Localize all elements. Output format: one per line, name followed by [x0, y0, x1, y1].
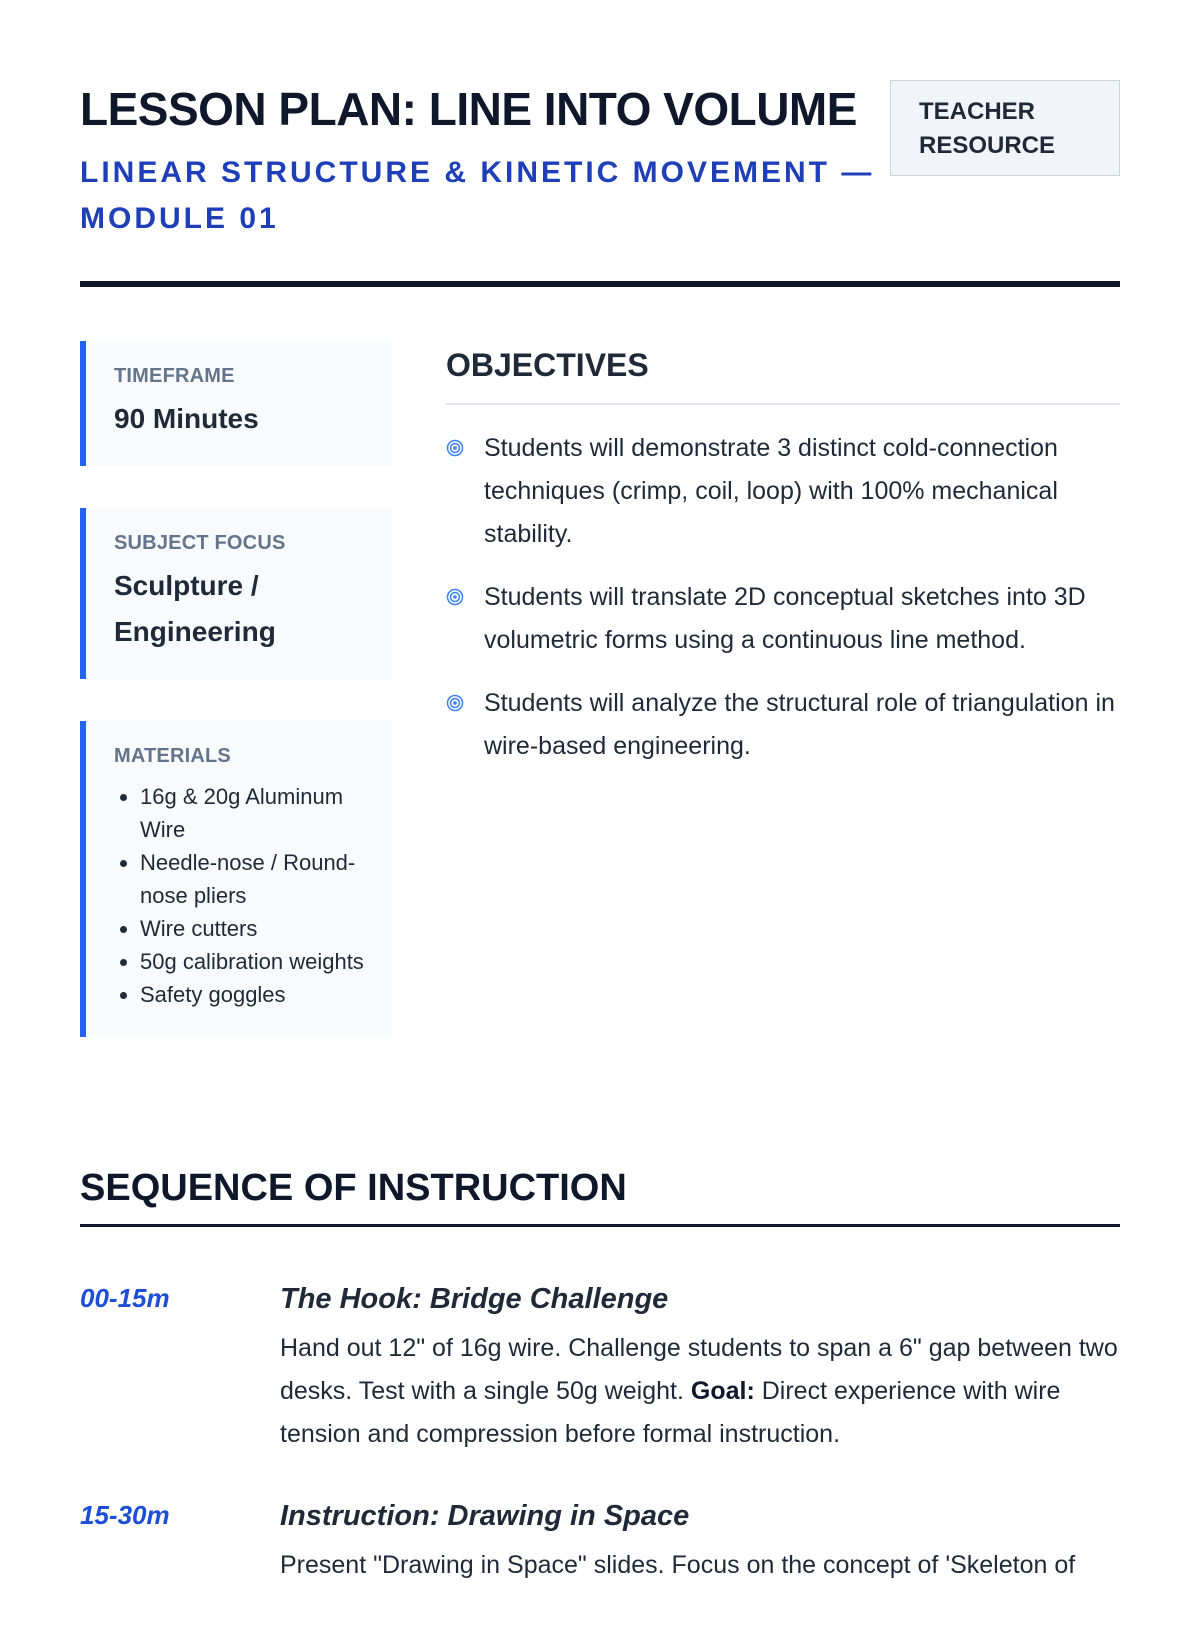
- page-subtitle: LINEAR STRUCTURE & KINETIC MOVEMENT — MODULE 01: [80, 156, 875, 235]
- step-body: [280, 1496, 1120, 1587]
- objective-text: Students will demonstrate 3 distinct cold-connection techniques (crimp, coil, loop) with 100% mechanical stability.: [484, 434, 1058, 548]
- objective-item: [446, 576, 1120, 662]
- sequence-step: [80, 1496, 1120, 1646]
- materials-card: [80, 721, 392, 1037]
- timeframe-label: TIMEFRAME: [114, 365, 235, 387]
- sequence-title: SEQUENCE OF INSTRUCTION: [80, 1167, 627, 1209]
- sidebar: [80, 341, 392, 1037]
- step-goal-label: Goal:: [690, 1377, 755, 1405]
- material-item: • Safety goggles: [140, 978, 366, 1011]
- step-description: [280, 1327, 1120, 1456]
- objectives-divider: [446, 403, 1120, 405]
- step-title: Instruction: Drawing in Space: [280, 1500, 690, 1532]
- subject-focus-value: Sculpture / Engineering: [114, 570, 276, 647]
- sequence-section: [80, 1160, 1120, 1646]
- step-desc-text: Present "Drawing in Space" slides. Focus on the concept of 'Skeleton of: [280, 1551, 1076, 1579]
- step-desc-text: Hand out 12" of 16g wire. Challenge students to span a 6" gap between two desks. Test with a single 50g weight.: [280, 1334, 1118, 1405]
- objective-text: Students will translate 2D conceptual sketches into 3D volumetric forms using a continuous line method.: [484, 583, 1086, 654]
- timeframe-value: 90 Minutes: [114, 403, 259, 434]
- step-desc-text: Direct experience with wire tension and compression before formal instruction.: [280, 1377, 1061, 1448]
- teacher-resource-badge: TEACHER RESOURCE: [890, 80, 1120, 176]
- subject-focus-card: [80, 508, 392, 679]
- header-divider: [80, 281, 1120, 287]
- subject-focus-label: SUBJECT FOCUS: [114, 532, 286, 554]
- target-icon: [446, 439, 464, 457]
- objective-text: Students will analyze the structural role of triangulation in wire-based engineering.: [484, 689, 1115, 760]
- step-time: 15-30m: [80, 1500, 170, 1530]
- step-description: [280, 1544, 1120, 1587]
- material-item: • 50g calibration weights: [140, 945, 366, 978]
- target-icon: [446, 694, 464, 712]
- step-title: The Hook: Bridge Challenge: [280, 1283, 669, 1315]
- step-time: 00-15m: [80, 1283, 170, 1313]
- material-item: • Wire cutters: [140, 912, 366, 945]
- page-title: LESSON PLAN: LINE INTO VOLUME: [80, 83, 857, 135]
- timeframe-card: [80, 341, 392, 466]
- materials-list: [114, 780, 366, 1011]
- sequence-divider: [80, 1224, 1120, 1227]
- objective-item: [446, 682, 1120, 768]
- objective-item: [446, 427, 1120, 556]
- objectives-list: [446, 427, 1120, 768]
- step-body: [280, 1279, 1120, 1456]
- target-icon: [446, 588, 464, 606]
- materials-label: MATERIALS: [114, 745, 231, 767]
- sequence-step: [80, 1279, 1120, 1456]
- objectives-section: [446, 341, 1120, 788]
- objectives-title: OBJECTIVES: [446, 347, 649, 383]
- material-item: • Needle-nose / Round-nose pliers: [140, 846, 366, 912]
- material-item: • 16g & 20g Aluminum Wire: [140, 780, 366, 846]
